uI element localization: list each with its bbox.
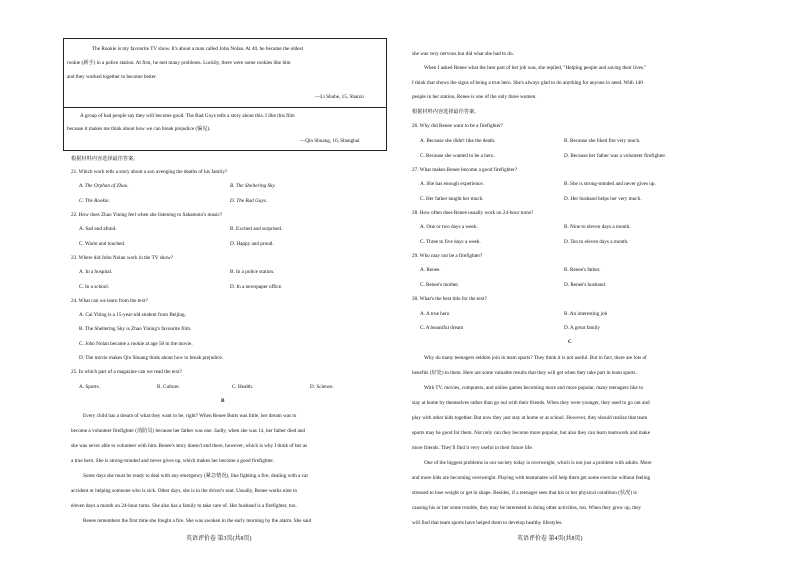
option: A. The Orphan of Zhao. bbox=[79, 183, 129, 189]
option: D. The Bad Guys. bbox=[230, 198, 268, 204]
question-29: 29. Who may not be a firefighter? bbox=[412, 253, 483, 259]
passage-line: Some days she must be ready to deal with any emergency (紧急情况), like fighting a fire, dealing with a car bbox=[83, 473, 309, 479]
box1-line: The Rookie is my favourite TV show. It's about a man called John Nolan. At 40, he became the oldest bbox=[92, 46, 304, 52]
passage-line: stressed to lose weight or get in shape. Besides, if a teenager sees that his or her physical condition (状况) is bbox=[412, 490, 637, 496]
option: B. She is strong-minded and never gives up. bbox=[564, 181, 656, 187]
box2-line: A group of bad people say they will become good. The Bad Guys tells a story about this. I like this film bbox=[80, 113, 295, 119]
passage-line: Renee remembers the first time she fought a fire. She was awoken in the early morning by the alarm. She said bbox=[83, 518, 312, 524]
option: A. Because she didn't like the death. bbox=[420, 138, 496, 144]
option: C. The Rookie. bbox=[79, 198, 110, 204]
passage-line: she was very nervous but did what she had to do. bbox=[412, 51, 514, 57]
option: D. Happy and proud. bbox=[230, 241, 274, 247]
option: A. In a hospital. bbox=[79, 269, 113, 275]
option: D. Because her father was a volunteer firefighter. bbox=[564, 153, 667, 159]
right-page bbox=[397, 0, 794, 561]
question-28: 28. How often does Renee usually work on 24-hour turns? bbox=[412, 210, 534, 216]
option: A. Cai Yiting is a 15-year-old student from Beijing. bbox=[79, 312, 186, 318]
option: D. A great family bbox=[564, 325, 601, 331]
option: A. Sports. bbox=[79, 384, 100, 390]
option: D. Her husband helps her very much. bbox=[564, 196, 642, 202]
question-27: 27. What makes Renee become a good firefighter? bbox=[412, 167, 518, 173]
option: B. Renee's father. bbox=[564, 267, 601, 273]
passage-line: eleven days a month on 24-hour turns. She also has a family to take care of. Her husband is a firefighter, too. bbox=[71, 503, 297, 509]
box2-line: because it makes me think about how we can break prejudice (偏见). bbox=[67, 126, 211, 132]
question-30: 30. What's the best title for the text? bbox=[412, 296, 487, 302]
option: C. Three to five days a week. bbox=[420, 239, 481, 245]
question-21: 21. Which work tells a story about a son avenging the deaths of his family? bbox=[71, 169, 228, 175]
passage-line: One of the biggest problems in our society today is overweight, which is not just a problem with adults. More bbox=[424, 460, 652, 466]
box1-line: rookie (新手) in a police station. At first, he met many problems. Luckily, there were some rookies like him bbox=[67, 60, 291, 66]
option: A. Renee. bbox=[420, 267, 441, 273]
passage-line: play with other kids together. But now they just stay at home or at school. However, they should realize that team bbox=[412, 415, 648, 421]
passage-line: and more kids are becoming overweight. Playing with teammates will help them get some exercise without feeling bbox=[412, 475, 651, 481]
page-footer: 英语评价卷 第3页(共8页) bbox=[186, 536, 252, 542]
passage-line: When I asked Renee what the best part of her job was, she replied, "Helping people and saving their lives." bbox=[424, 65, 647, 71]
passage-line: I think that shows the signs of being a true hero. She's always glad to do anything for anyone in need. With 140 bbox=[412, 80, 643, 86]
option: B. Culture. bbox=[157, 384, 180, 390]
passage-line: accident or helping someone who is sick. Other days, she is in the driver's seat. Usually, Renee works nine to bbox=[71, 488, 298, 494]
passage-line: more friends. They'll find it very useful in their future life. bbox=[412, 445, 533, 451]
passage-line: sports may be good for them. Not only can they become more popular, but also they can learn teamwork and make bbox=[412, 430, 651, 436]
option: C. In a school. bbox=[79, 284, 110, 290]
option: A. She has enough experience. bbox=[420, 181, 484, 187]
option: D. In a newspaper office. bbox=[230, 284, 283, 290]
question-26: 26. Why did Renee want to be a firefighter? bbox=[412, 123, 504, 129]
option: C. Her father taught her much. bbox=[420, 196, 484, 202]
option: B. The Sheltering Sky. bbox=[230, 183, 276, 189]
option: A. Sad and afraid. bbox=[79, 226, 117, 232]
option: B. Because she liked fire very much. bbox=[564, 138, 641, 144]
option: B. Nine to eleven days a month. bbox=[564, 224, 631, 230]
passage-line: will find that team sports have helped them to develop healthy lifestyles. bbox=[412, 520, 563, 526]
passage-line: she was never able to volunteer with him. Renee's story doesn't end there, however, which is why I think of her as bbox=[71, 443, 308, 449]
option: D. Science. bbox=[310, 384, 334, 390]
passage-line: stay at home by themselves rather than go out with their friends. When they were younger, they used to go out and bbox=[412, 400, 650, 406]
option: D. The movie makes Qin Shuang think about how to break prejudice. bbox=[79, 355, 224, 361]
question-25: 25. In which part of a magazine can we read the text? bbox=[71, 369, 182, 375]
instruction: 根据材料内容选择最佳答案。 bbox=[71, 156, 139, 162]
option: C. Health. bbox=[232, 384, 254, 390]
option: B. The Sheltering Sky is Zhao Yining's favourite film. bbox=[79, 326, 192, 332]
option: B. An interesting job bbox=[564, 311, 608, 317]
option: C. Because she wanted to be a hero. bbox=[420, 153, 495, 159]
instruction: 根据材料内容选择最佳答案。 bbox=[412, 109, 480, 115]
option: C. John Nolan became a rookie at age 50 in the movie. bbox=[79, 341, 193, 347]
box2-signature: —Qin Shuang, 16, Shanghai bbox=[300, 138, 360, 144]
question-23: 23. Where did John Nolan work in the TV show? bbox=[71, 255, 174, 261]
option: A. One or two days a week. bbox=[420, 224, 478, 230]
option: D. Renee's husband. bbox=[564, 282, 607, 288]
option: C. A beautiful dream bbox=[420, 325, 464, 331]
passage-line: benefits (好处) to them. Here are some valuable results that they will get when they take part in team sports. bbox=[412, 370, 637, 376]
page-footer: 英语评价卷 第4页(共8页) bbox=[517, 536, 583, 542]
passage-line: become a volunteer firefighter (消防员) because her father was one. Sadly, when she was 14, her father died and bbox=[71, 428, 306, 434]
box1-line: and they worked together to become better. bbox=[67, 74, 157, 80]
option: C. Renee's mother. bbox=[420, 282, 459, 288]
section-heading-c: C bbox=[568, 339, 572, 345]
question-24: 24. What can we learn from the text? bbox=[71, 298, 148, 304]
option: B. Excited and surprised. bbox=[230, 226, 283, 232]
option: D. Ten to eleven days a month. bbox=[564, 239, 629, 245]
option: C. Warm and touched. bbox=[79, 241, 126, 247]
box1-signature: —Li Shuhe, 15, Shanxi bbox=[315, 94, 364, 100]
passage-line: Every child has a dream of what they want to be, right? When Renee Butts was little, her dream was to bbox=[83, 413, 297, 419]
question-22: 22. How does Zhao Yining feel when she listening to Sakamoto's music? bbox=[71, 212, 223, 218]
passage-line: people in her station, Renee is one of the only three women. bbox=[412, 94, 537, 100]
section-heading-b: B bbox=[221, 398, 225, 404]
passage-line: a true hero. She is strong-minded and never gives up, which makes her become a good firefighter. bbox=[71, 458, 274, 464]
option: A. A true hero bbox=[420, 311, 450, 317]
option: B. In a police station. bbox=[230, 269, 275, 275]
passage-line: causing his or her some trouble, they may be interested in doing other activities, too. When they grow up, they bbox=[412, 505, 642, 511]
passage-line: With TV, movies, computers, and online games becoming more and more popular, many teenagers like to bbox=[424, 385, 644, 391]
passage-line: Why do many teenagers seldom join in team sports? They think it is not useful. But in fact, there are lots of bbox=[424, 355, 647, 361]
